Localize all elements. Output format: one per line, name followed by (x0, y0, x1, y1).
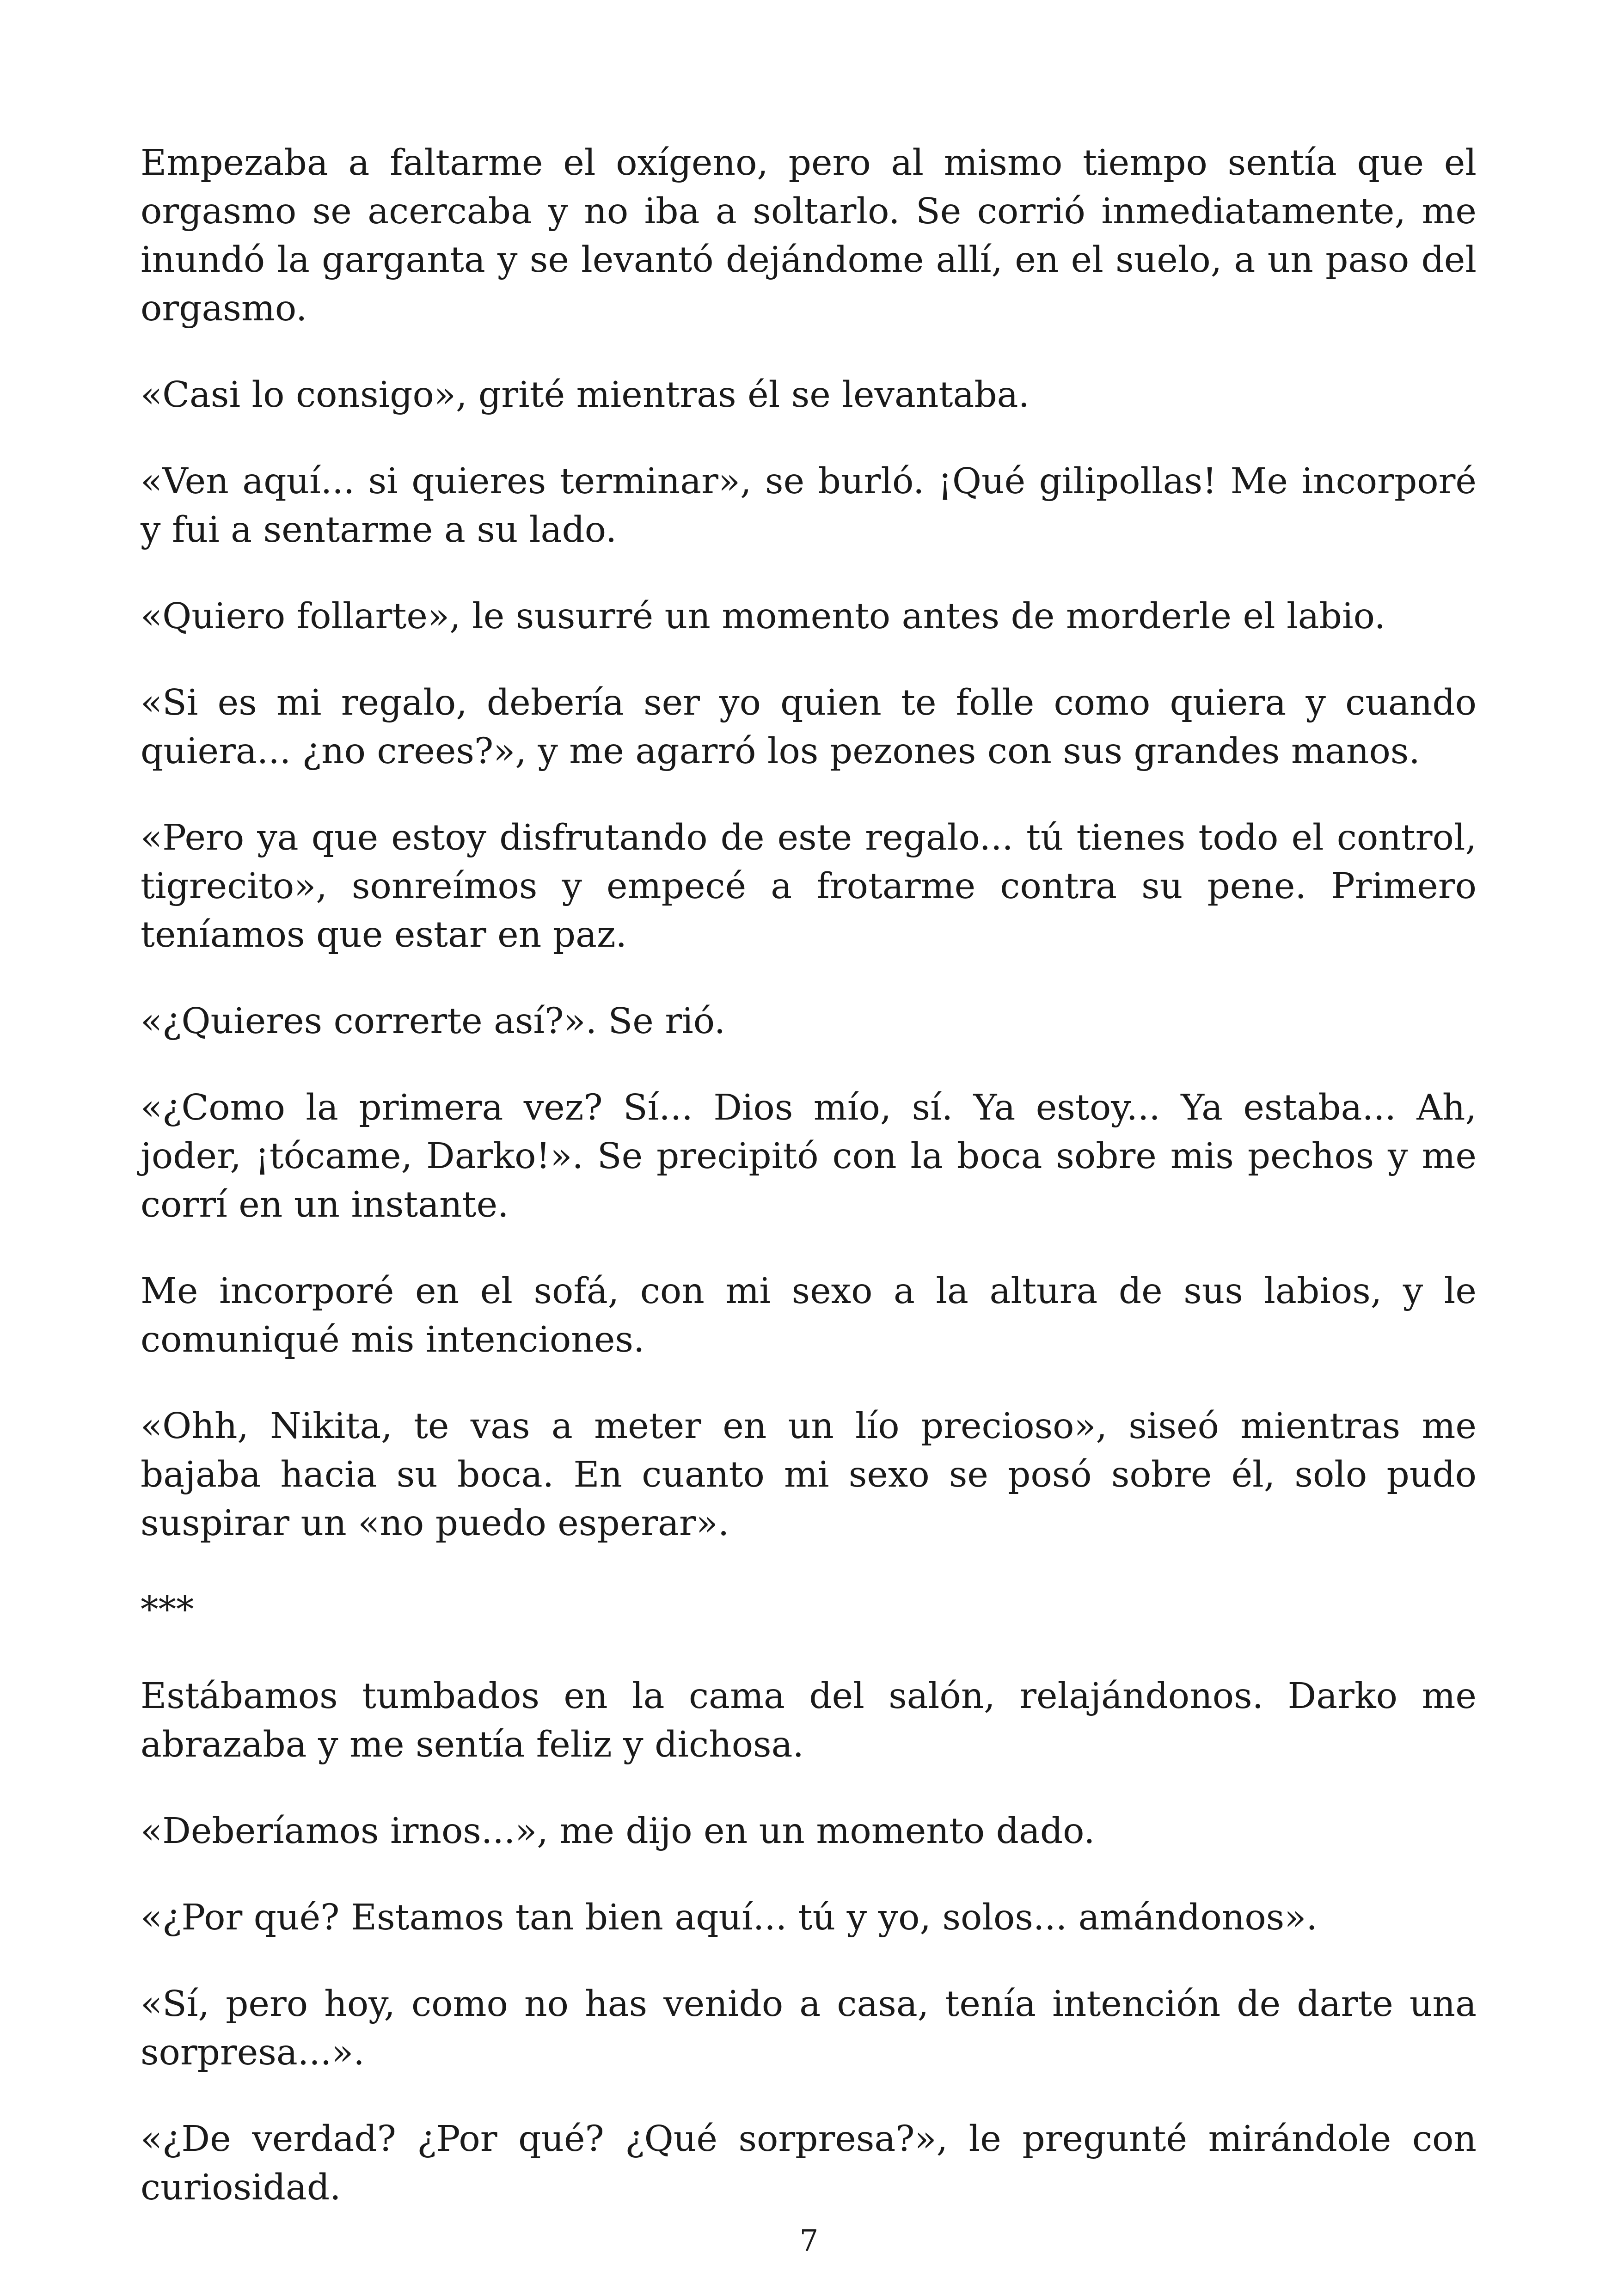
paragraph: «Ven aquí... si quieres terminar», se burló. ¡Qué gilipollas! Me incorporé y fui a sentarme a su lado. (141, 461, 1477, 551)
paragraph: «Si es mi regalo, debería ser yo quien te folle como quiera y cuando quiera... ¿no crees?», y me agarró los pezones con sus grandes manos. (141, 682, 1477, 772)
paragraph: «Sí, pero hoy, como no has venido a casa, tenía intención de darte una sorpresa...». (141, 1984, 1477, 2073)
paragraph: «Ohh, Nikita, te vas a meter en un lío precioso», siseó mientras me bajaba hacia su boca. En cuanto mi sexo se posó sobre él, solo pudo suspirar un «no puedo esperar». (141, 1406, 1477, 1544)
paragraph: «¿Quieres correrte así?». Se rió. (141, 1001, 726, 1042)
paragraph: «Deberíamos irnos...», me dijo en un momento dado. (141, 1811, 1095, 1852)
section-break: *** (141, 1589, 194, 1630)
paragraph: Me incorporé en el sofá, con mi sexo a la altura de sus labios, y le comuniqué mis intenciones. (141, 1271, 1477, 1360)
paragraph: «¿De verdad? ¿Por qué? ¿Qué sorpresa?», le pregunté mirándole con curiosidad. (141, 2118, 1477, 2208)
paragraph: Estábamos tumbados en la cama del salón, relajándonos. Darko me abrazaba y me sentía feliz y dichosa. (141, 1676, 1477, 1765)
body-text (141, 139, 1477, 2250)
paragraph: Empezaba a faltarme el oxígeno, pero al mismo tiempo sentía que el orgasmo se acercaba y no iba a soltarlo. Se corrió inmediatamente, me inundó la garganta y se levantó dejándome allí, en el suelo, a un paso del orgasmo. (141, 142, 1477, 329)
page-number: 7 (799, 2224, 819, 2258)
paragraph: «¿Como la primera vez? Sí... Dios mío, sí. Ya estoy... Ya estaba... Ah, joder, ¡tócame, Darko!». Se precipitó con la boca sobre mis pechos y me corrí en un instante. (141, 1087, 1477, 1225)
paragraph: «Casi lo consigo», grité mientras él se levantaba. (141, 374, 1030, 416)
paragraph: «¿Por qué? Estamos tan bien aquí... tú y yo, solos... amándonos». (141, 1897, 1318, 1938)
paragraph: «Pero ya que estoy disfrutando de este regalo... tú tienes todo el control, tigrecito», sonreímos y empecé a frotarme contra su pene. Primero teníamos que estar en paz. (141, 817, 1477, 955)
paragraph: «Quiero follarte», le susurré un momento antes de morderle el labio. (141, 596, 1386, 637)
